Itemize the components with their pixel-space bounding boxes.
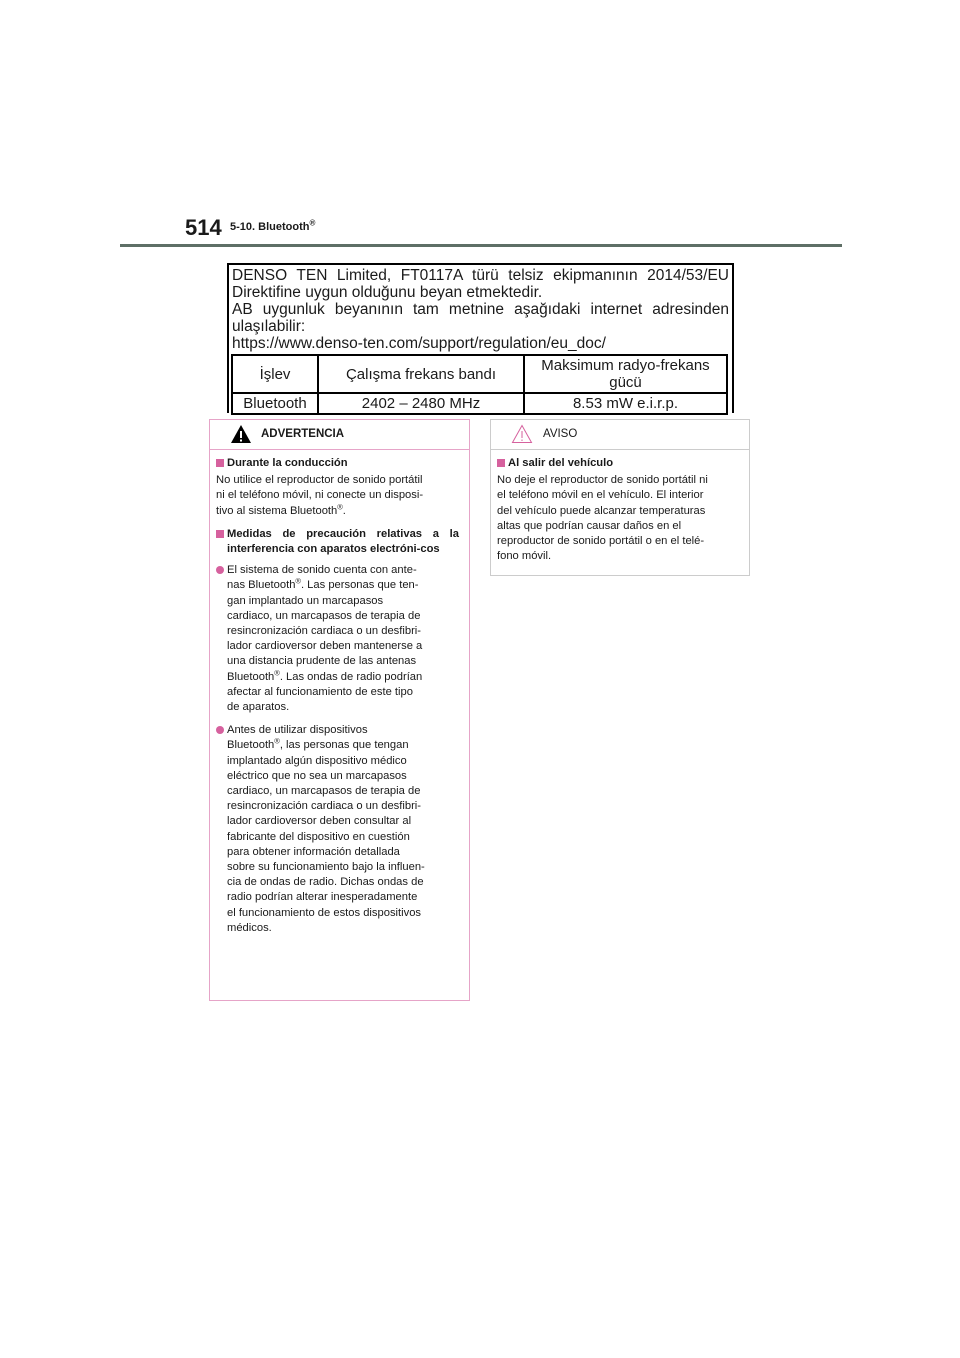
warning-body [210,450,469,936]
registered-mark: ® [274,736,280,746]
list-item-text: El sistema de sonido cuenta con ante- nas Bluetooth [227,564,417,592]
warning-label: ADVERTENCIA [261,428,345,440]
square-bullet-icon [216,530,224,538]
paragraph-text: . [342,504,346,517]
header-rule [120,244,842,247]
declaration-line-4: ulaşılabilir: [232,318,306,335]
section-title [230,218,316,233]
notice-label: AVISO [543,428,578,440]
warning-header [210,420,469,450]
declaration-url: https://www.denso-ten.com/support/regulation/eu_doc/ [232,335,606,352]
registered-mark: ® [309,218,316,228]
paragraph [216,473,459,519]
list-item-text: , las personas que tengan implantado algún dispositivo médico eléctrico que no sea un marcapasos cardiaco, un marcapasos de terapia de resincronización cardiaca o un desfibri- lador cardioversor deben consultar al fabricante del dispositivo en cuestión para obtener información detallada sobre su funcionamiento bajo la influen- cia de ondas de radio. Dichas ondas de radio podrían alterar inesperadamente el funcionamiento de estos dispositivos médicos. [227,739,425,934]
caution-triangle-icon [511,424,533,444]
list-item-text: . Las ondas de radio podrían afectar al funcionamiento de este tipo de aparatos. [227,670,423,714]
notice-body [491,450,749,564]
table-header-function: İşlev [232,355,318,393]
paragraph-text: No utilice el reproductor de sonido portátil ni el teléfono móvil, ni conecte un disposi- tivo al sistema Bluetooth [216,474,424,517]
table-header-power: Maksimum radyo-frekans gücü [524,355,727,393]
square-bullet-icon [497,459,505,467]
section-heading-text: Durante la conducción [227,457,348,469]
declaration-line-3: AB uygunluk beyanının tam metnine aşağıdaki internet adresinden [232,301,729,318]
table-header-band: Çalışma frekans bandı [318,355,524,393]
section-heading [216,527,459,557]
table-cell-function: Bluetooth [232,393,318,414]
declaration-line-2: Direktifine uygun olduğunu beyan etmektedir. [232,284,543,301]
table-cell-power: 8.53 mW e.i.r.p. [524,393,727,414]
section-title-text: 5-10. Bluetooth [230,221,310,233]
circle-bullet-icon [216,726,224,734]
page-number: 514 [185,215,222,240]
section-heading-text: Medidas de precaución relativas a la interferencia con aparatos electróni-cos [227,527,459,556]
list-item-text: . Las personas que ten- gan implantado un marcapasos cardiaco, un marcapasos de terapia de resincronización cardiaca o un desfibri- lador cardioversor deben mantenerse a una distancia prudente de las antenas Bluetooth [227,579,423,683]
table-cell-band: 2402 – 2480 MHz [318,393,524,414]
square-bullet-icon [216,459,224,467]
section-heading [216,456,459,471]
circle-bullet-icon [216,566,224,574]
notice-box [490,419,750,576]
section-heading-text: Al salir del vehículo [508,457,614,469]
paragraph: No deje el reproductor de sonido portátil ni el teléfono móvil en el vehículo. El interior del vehículo puede alcanzar temperaturas altas que podrían causar daños en el reproductor de sonido portátil o en el telé- fono móvil. [497,474,708,563]
list-item [216,723,459,936]
registered-mark: ® [274,667,280,677]
declaration-line-1: DENSO TEN Limited, FT0117A türü telsiz ekipmanının 2014/53/EU [232,267,729,284]
table-row [232,393,727,414]
table-header-row [232,355,727,393]
registered-mark: ® [337,501,343,511]
list-item-text: Antes de utilizar dispositivos Bluetooth [227,724,368,752]
list-item [216,563,459,715]
registered-mark: ® [295,576,301,586]
section-heading [497,456,739,471]
warning-box [209,419,470,1001]
warning-triangle-icon [230,424,252,444]
radio-spec-table [231,354,728,415]
notice-header [491,420,749,450]
